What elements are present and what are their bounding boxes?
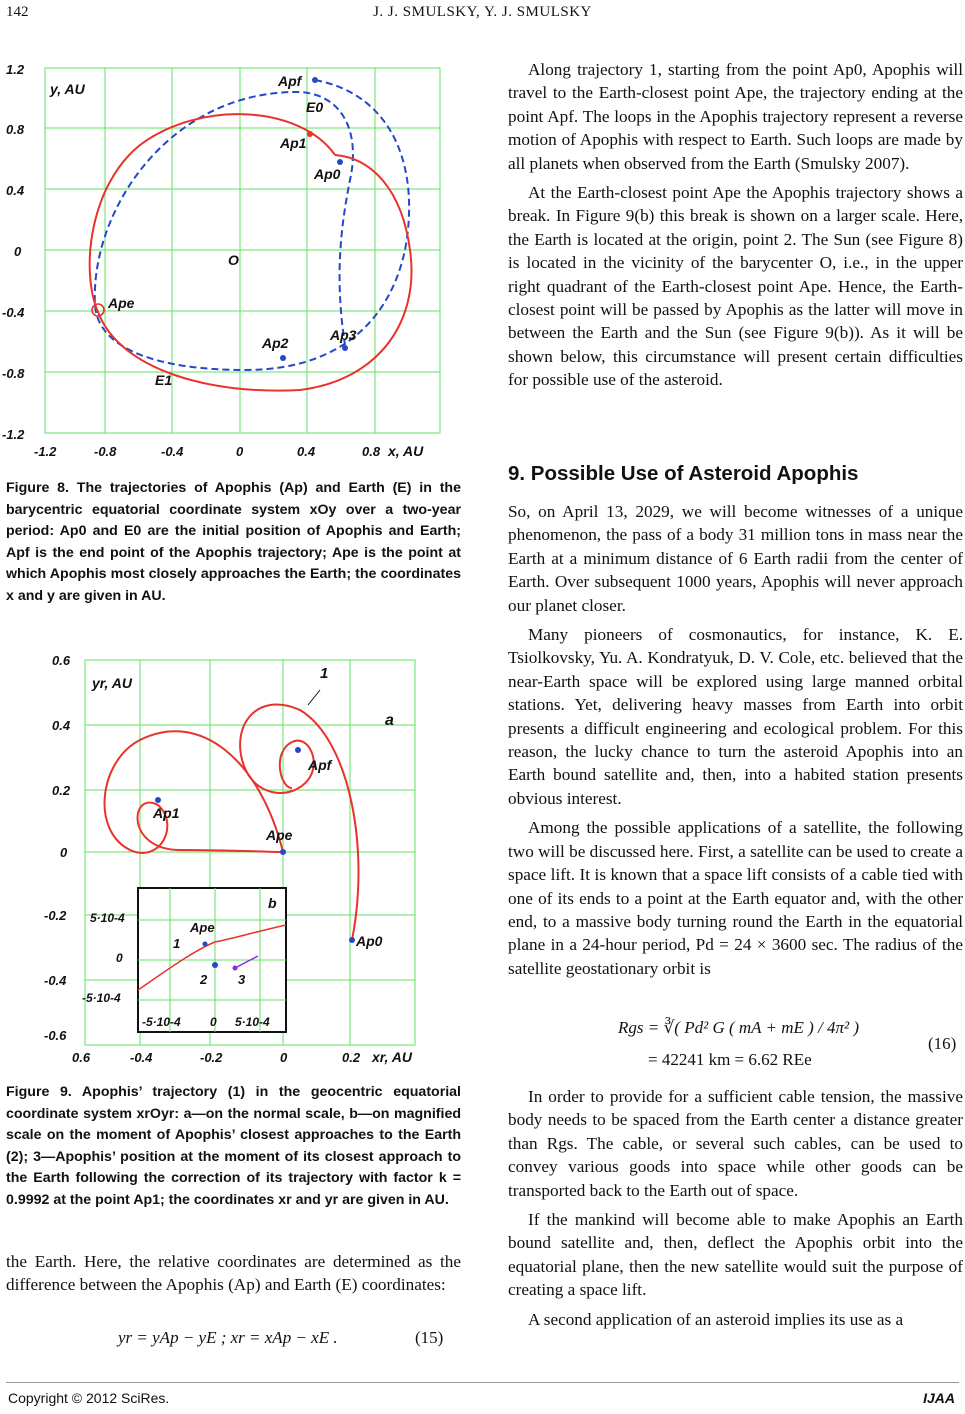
fig8-xtick: 0.8: [362, 444, 381, 459]
fig8-ap1-point: [307, 131, 313, 137]
equation-16: [508, 1010, 963, 1080]
fig8-label-ap0: Ap0: [314, 166, 341, 182]
inset-ytick: 5·10-4: [90, 911, 125, 925]
fig8-xtick: -0.4: [161, 444, 184, 459]
copyright: Copyright © 2012 SciRes.: [8, 1390, 170, 1406]
fig8-ytick: -0.8: [2, 366, 25, 381]
fig8-ytick: 0.4: [6, 183, 25, 198]
left-column-text: [6, 1250, 461, 1303]
footer-rule: [6, 1382, 959, 1383]
eq15-number: (15): [415, 1328, 444, 1347]
inset-label-ape: Ape: [190, 920, 215, 935]
fig9-ylabel: yr, AU: [92, 675, 132, 691]
inset-label-2: 2: [200, 972, 208, 987]
fig8-label-ap3: Ap3: [330, 327, 357, 343]
fig8-xtick: 0.4: [297, 444, 316, 459]
fig8-ap0-point: [337, 159, 343, 165]
fig9-ytick: -0.2: [44, 908, 67, 923]
fig9-label-ap0: Ap0: [356, 933, 383, 949]
right-column-mid: [508, 500, 963, 986]
fig9-label-ap1: Ap1: [153, 805, 180, 821]
running-authors: J. J. SMULSKY, Y. J. SMULSKY: [373, 4, 592, 20]
fig8-apf-point: [312, 77, 318, 83]
eq16-number: (16): [928, 1034, 957, 1053]
fig8-label-e0: E0: [306, 99, 324, 115]
inset-label-1: 1: [173, 936, 181, 951]
page-footer: [0, 1380, 965, 1414]
inset-xtick: 5·10-4: [235, 1015, 270, 1029]
fig8-xlabel: x, AU: [388, 443, 424, 459]
fig9-ytick: 0: [60, 845, 68, 860]
inset-xtick: 0: [210, 1015, 217, 1029]
fig8-ap3-point: [342, 345, 348, 351]
fig9-ytick: 0.2: [52, 783, 71, 798]
fig9-ytick: -0.6: [44, 1028, 67, 1043]
fig8-ylabel: y, AU: [50, 81, 85, 97]
right-paragraph: Many pioneers of cosmonautics, for instance, K. E. Tsiolkovsky, Yu. A. Kondratyuk, D. V. Cole, etc. believed that the near-Earth space will be explored using large manned orbital stations. Yet, delivering heavy masses from Earth into orbit presents a difficult engineering and ecological problem. For this reason, the lucky chance to turn the asteroid Apophis into an Earth bound satellite and, then, into a habited station presents obvious interest.: [508, 625, 963, 808]
fig9-xtick: -0.4: [130, 1050, 153, 1065]
eq15-body: yr = yAp − yE ; xr = xAp − xE .: [118, 1328, 338, 1347]
fig9-apf-point: [295, 747, 301, 753]
fig8-ap2-point: [280, 355, 286, 361]
fig9-xtick: 0: [280, 1050, 288, 1065]
fig9-inset-b: [82, 888, 286, 1032]
fig8-xtick: -0.8: [94, 444, 117, 459]
right-paragraph: Among the possible applications of a satellite, the following two will be discussed here. First, a satellite can be used to create a space lift. It is known that a space lift consists of a cable tied with one of its ends to a point at the Earth equator and, with the other end, to a massive body turning round the Earth in the equatorial plane in a 24-hour period, Pd = 24 × 3600 sec. The radius of the satellite geostationary orbit is: [508, 818, 963, 978]
section-heading: 9. Possible Use of Asteroid Apophis: [508, 462, 859, 485]
fig9-ytick: 0.4: [52, 718, 71, 733]
right-column-bottom: [508, 1085, 963, 1337]
journal-abbrev: IJAA: [923, 1390, 955, 1406]
fig8-label-ape: Ape: [108, 295, 135, 311]
eq16-line1: Rgs = ∛( Pd² G ( mA + mE ) / 4π² ): [618, 1018, 860, 1037]
fig8-xtick: 0: [236, 444, 244, 459]
fig8-label-e1: E1: [155, 372, 173, 388]
inset-ytick: 0: [116, 951, 123, 965]
right-paragraph: If the mankind will become able to make Apophis an Earth bound satellite and, then, deflect the Apophis orbit into the equatorial plane, then the new satellite would suit the purpose of creating a space lift.: [508, 1210, 963, 1300]
fig9-xtick: 0.6: [72, 1050, 91, 1065]
fig8-label-ap2: Ap2: [262, 335, 289, 351]
right-paragraph: At the Earth-closest point Ape the Apophis trajectory shows a break. In Figure 9(b) this break is shown on a larger scale. Here, the Earth is located at the origin, point 2. The Sun (see Figure 8) is located in the vicinity of the barycenter O, i.e., in the upper right quadrant of the Earth-closest point Ape. Hence, the Earth-closest point will be passed by Apophis as the latter will move in between the Earth and the Sun (see Figure 9(b)). As it will be shown below, this circumstance will present certain difficulties for possible use of the asteroid.: [508, 183, 963, 390]
inset-ytick: -5·10-4: [82, 991, 121, 1005]
page-header: [0, 0, 965, 30]
fig8-label-o: O: [228, 252, 239, 268]
fig9-xtick: -0.2: [200, 1050, 223, 1065]
fig9-ap0-point: [349, 937, 355, 943]
fig9-label-a: a: [385, 712, 394, 729]
right-paragraph: Along trajectory 1, starting from the point Ap0, Apophis will travel to the Earth-closest point Ape, the trajectory ending at the point Apf. The loops in the Apophis trajectory represent a reverse motion of Apophis with respect to Earth. Such loops are made by all planets when observed from the Earth (Smulsky 2007).: [508, 60, 963, 173]
fig9-label-1: 1: [320, 665, 329, 682]
fig9-label-apf: Apf: [308, 757, 332, 773]
left-paragraph: the Earth. Here, the relative coordinates are determined as the difference between the Apophis (Ap) and Earth (E) coordinates:: [6, 1252, 461, 1295]
fig8-label-apf: Apf: [278, 73, 302, 89]
fig8-ytick: 1.2: [6, 62, 25, 77]
right-paragraph: So, on April 13, 2029, we will become witnesses of a unique phenomenon, the pass of a body 31 million tons in mass near the Earth at a minimum distance of 6 Earth radii from the center of Earth. Over subsequent 1000 years, Apophis will never approach our planet closer.: [508, 502, 963, 615]
inset-label-3: 3: [238, 972, 246, 987]
fig9-label-ape: Ape: [266, 827, 293, 843]
right-paragraph: A second application of an asteroid implies its use as a: [528, 1309, 904, 1329]
inset-label-b: b: [268, 895, 277, 911]
fig8-ytick: -1.2: [2, 427, 25, 442]
page-number: 142: [6, 4, 29, 20]
fig8-xtick: -1.2: [34, 444, 57, 459]
fig9-ap1-point: [155, 797, 161, 803]
inset-xtick: -5·10-4: [142, 1015, 181, 1029]
figure-8: [0, 50, 470, 470]
eq16-line2: = 42241 km = 6.62 REe: [648, 1050, 812, 1069]
figure-9: [30, 650, 470, 1070]
fig9-xtick: 0.2: [342, 1050, 361, 1065]
fig8-ytick: 0.8: [6, 122, 25, 137]
right-paragraph: In order to provide for a sufficient cable tension, the massive body needs to be spaced from the Earth center a distance greater than Rgs. The cable, or several such cables, can be used to convey various goods into space while other goods can be transported back to the Earth out of space.: [508, 1087, 963, 1200]
equation-15: [0, 1322, 470, 1356]
figure-8-caption: Figure 8. The trajectories of Apophis (Ap) and Earth (E) in the barycentric equatorial coordinate system xOy over a two-year period: Ap0 and E0 are the initial position of Apophis and Earth; Apf is the end point of the Apophis trajectory; Ape is the point at which Apophis most closely approaches the Earth; the coordinates x and y are given in AU.: [6, 480, 461, 604]
fig9-ytick: -0.4: [44, 973, 67, 988]
right-column-top: [508, 58, 963, 398]
fig8-ytick: -0.4: [2, 305, 25, 320]
fig8-label-ap1: Ap1: [280, 135, 307, 151]
fig9-xlabel: xr, AU: [372, 1049, 412, 1065]
fig9-ape-point: [280, 849, 286, 855]
fig9-ytick: 0.6: [52, 653, 71, 668]
figure-9-caption: Figure 9. Apophis’ trajectory (1) in the geocentric equatorial coordinate system xrOyr: a—on the normal scale, b—on magnified scale on the moment of Apophis’ closest approaches to the Earth (2); 3—Apophis’ position at the moment of its closest approach to the Earth following the correction of its trajectory with factor k = 0.9992 at the point Ap1; the coordinates xr and yr are given in AU.: [6, 1084, 461, 1208]
fig8-ytick: 0: [14, 244, 22, 259]
